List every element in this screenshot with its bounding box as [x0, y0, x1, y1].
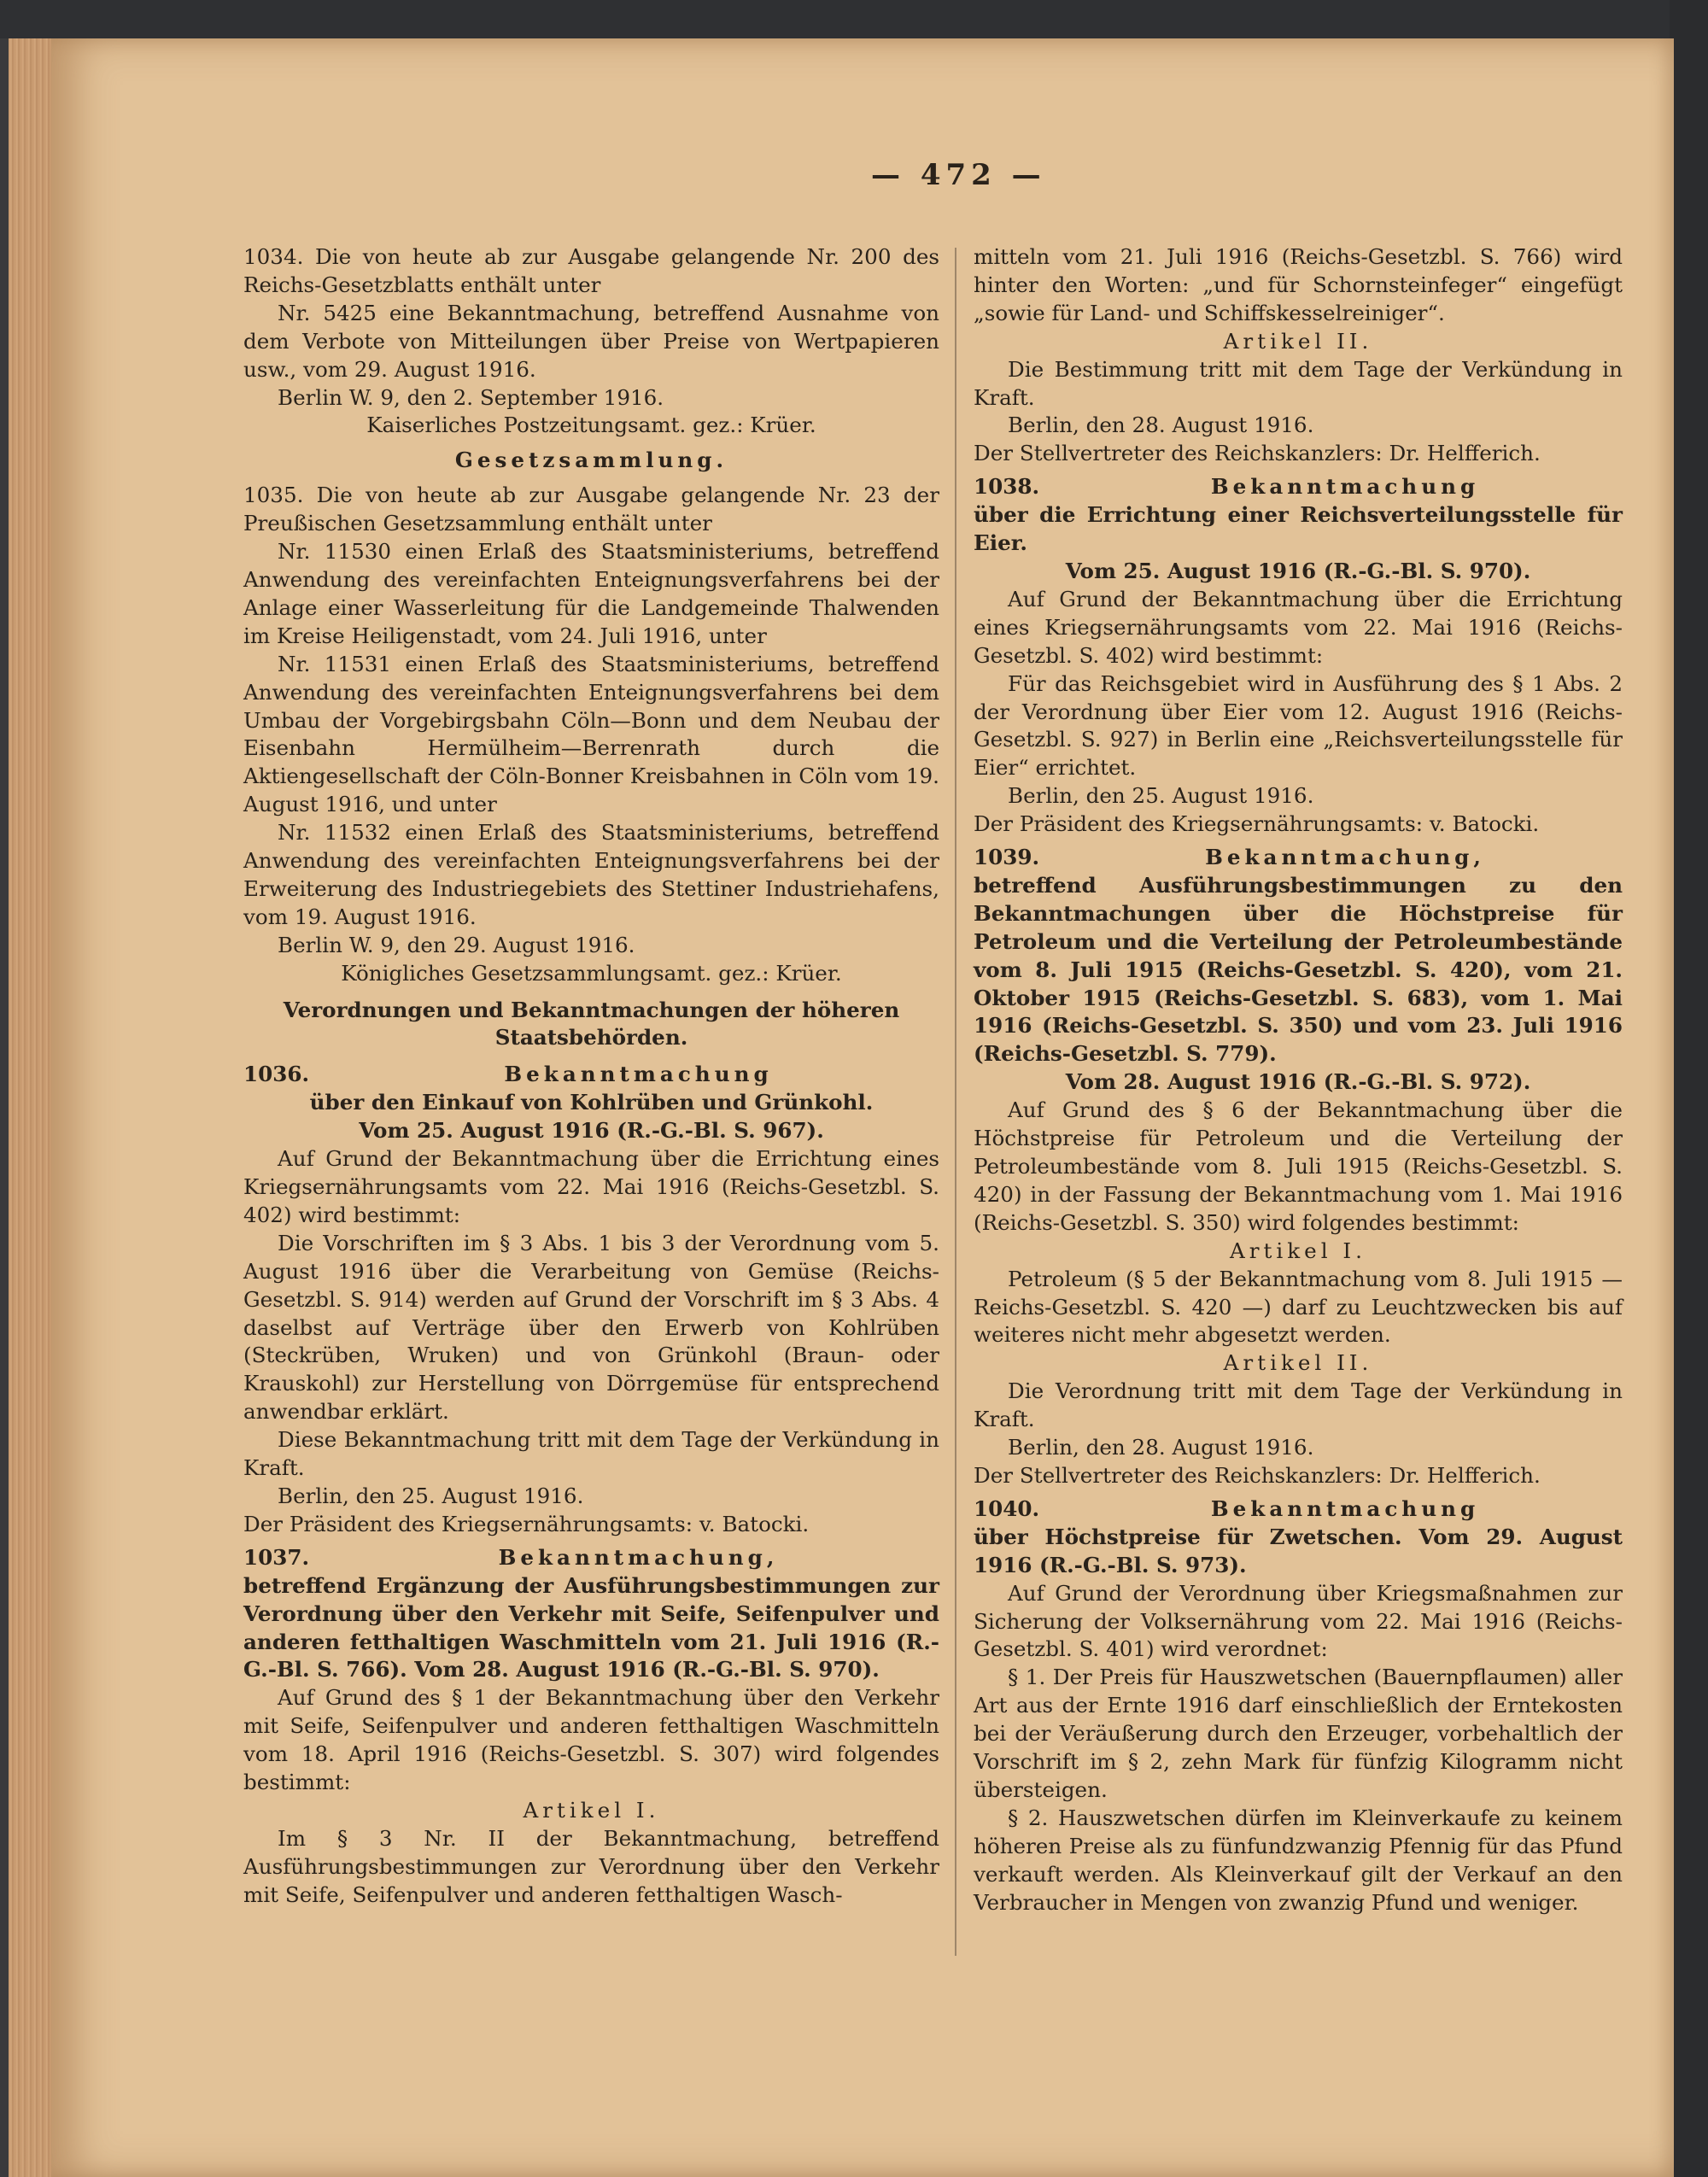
- entry-paragraph: Diese Bekanntmachung tritt mit dem Tage der Verkündung in Kraft.: [243, 1427, 939, 1481]
- entry-number: 1037.: [243, 1544, 310, 1570]
- entry-paragraph: mitteln vom 21. Juli 1916 (Reichs-Gesetzbl. S. 766) wird hinter den Worten: „und für Schornsteinfeger“ eingefügt „sowie für Land- und Schiffskesselreiniger“.: [974, 244, 1623, 325]
- entry-1034: [243, 243, 939, 440]
- entry-signer: Der Präsident des Kriegsernährungsamts: v. Batocki.: [974, 811, 1540, 837]
- entry-date: Berlin, den 28. August 1916.: [1008, 413, 1314, 438]
- entry-1035: [243, 482, 939, 987]
- scan-backdrop-right: [1670, 0, 1708, 2177]
- entry-signer: Der Präsident des Kriegsernährungsamts: v. Batocki.: [243, 1511, 810, 1536]
- entry-1038: [974, 473, 1623, 839]
- entry-subtitle: über Höchstpreise für Zwetschen. Vom 29. August 1916 (R.-G.-Bl. S. 973).: [974, 1524, 1623, 1577]
- entry-number: 1036.: [243, 1062, 310, 1087]
- page-number: — 472 —: [871, 158, 1046, 192]
- entry-paragraph: § 2. Hauszwetschen dürfen im Kleinverkaufe zu keinem höheren Preise als zu fünfundzwanzig Pfennig für das Pfund verkauft werden. Als Kleinverkauf gilt der Verkauf an den Verbraucher in Mengen von zwanzig Pfund und weniger.: [974, 1805, 1623, 1915]
- entry-title: Bekanntmachung: [1210, 474, 1480, 500]
- entry-number: 1038.: [974, 474, 1040, 500]
- entry-paragraph: Auf Grund des § 1 der Bekanntmachung über den Verkehr mit Seife, Seifenpulver und anderen fetthaltigen Waschmitteln vom 18. April 1916 (Reichs-Gesetzbl. S. 307) wird folgendes bestimmt:: [243, 1685, 939, 1795]
- entry-signer: Der Stellvertreter des Reichskanzlers: Dr. Helfferich.: [974, 441, 1541, 466]
- entry-dated: Vom 25. August 1916 (R.-G.-Bl. S. 970).: [1065, 558, 1531, 583]
- article-heading: Artikel II.: [1223, 328, 1373, 354]
- entry-date: Berlin, den 25. August 1916.: [1008, 783, 1314, 809]
- entry-paragraph: Im § 3 Nr. II der Bekanntmachung, betreffend Ausführungsbestimmungen zur Verordnung über den Verkehr mit Seife, Seifenpulver und anderen fetthaltigen Wasch-: [243, 1825, 939, 1907]
- article-heading: Artikel I.: [1230, 1238, 1366, 1263]
- entry-title: Bekanntmachung: [1210, 1495, 1480, 1521]
- entry-subtitle: betreffend Ausführungsbestimmungen zu den Bekanntmachungen über die Höchstpreise für Petroleum und die Verteilung der Petroleumbestände vom 8. Juli 1915 (Reichs-Gesetzbl. S. 420), vom 21. Oktober 1915 (Reichs-Gesetzbl. S. 683), vom 1. Mai 1916 (Reichs-Gesetzbl. S. 350) und vom 23. Juli 1916 (Reichs-Gesetzbl. S. 779).: [974, 872, 1623, 1067]
- left-column: [243, 243, 939, 1910]
- scan-backdrop: [0, 0, 1708, 38]
- entry-subtitle: betreffend Ergänzung der Ausführungsbestimmungen zur Verordnung über den Verkehr mit Seife, Seifenpulver und anderen fetthaltigen Waschmitteln vom 21. Juli 1916 (R.-G.-Bl. S. 766). Vom 28. August 1916 (R.-G.-Bl. S. 970).: [243, 1572, 939, 1682]
- entry-dated: Vom 28. August 1916 (R.-G.-Bl. S. 972).: [1065, 1069, 1531, 1095]
- entry-paragraph: § 1. Der Preis für Hauszwetschen (Bauernpflaumen) aller Art aus der Ernte 1916 darf einschließlich der Erntekosten bei der Veräußerung durch den Erzeuger, vorbehaltlich der Vorschrift im § 2, zehn Mark für fünfzig Kilogramm nicht übersteigen.: [974, 1665, 1623, 1802]
- entry-item: Nr. 11532 einen Erlaß des Staatsministeriums, betreffend Anwendung des vereinfachten Enteignungsverfahrens bei der Erweiterung des Industriegebiets des Stettiner Industriehafens, vom 19. August 1916.: [243, 820, 939, 929]
- entry-signer: Königliches Gesetzsammlungsamt. gez.: Krüer.: [341, 960, 842, 986]
- entry-paragraph: Auf Grund des § 6 der Bekanntmachung über die Höchstpreise für Petroleum und die Verteilung der Petroleumbestände vom 8. Juli 1915 (Reichs-Gesetzbl. S. 420) in der Fassung der Bekanntmachung vom 1. Mai 1916 (Reichs-Gesetzbl. S. 350) wird folgendes bestimmt:: [974, 1097, 1623, 1235]
- entry-paragraph: Petroleum (§ 5 der Bekanntmachung vom 8. Juli 1915 — Reichs-Gesetzbl. S. 420 —) darf zu Leuchtzwecken bis auf weiteres nicht mehr abgesetzt werden.: [974, 1266, 1623, 1348]
- entry-title: Bekanntmachung,: [498, 1544, 779, 1570]
- entry-date: Berlin W. 9, den 2. September 1916.: [278, 384, 664, 410]
- entry-paragraph: Für das Reichsgebiet wird in Ausführung des § 1 Abs. 2 der Verordnung über Eier vom 12. August 1916 (Reichs-Gesetzbl. S. 927) in Berlin eine „Reichsverteilungsstelle für Eier“ errichtet.: [974, 670, 1623, 781]
- entry-1036: [243, 1061, 939, 1538]
- section-heading: Verordnungen und Bekanntmachungen der höheren Staatsbehörden.: [283, 997, 900, 1050]
- entry-header: [974, 1495, 1623, 1524]
- entry-dated: Vom 25. August 1916 (R.-G.-Bl. S. 967).: [359, 1118, 824, 1144]
- gazette-page: [51, 38, 1674, 2177]
- entry-date: Berlin, den 28. August 1916.: [1008, 1435, 1314, 1460]
- article-heading: Artikel I.: [523, 1797, 660, 1823]
- entry-header: [974, 473, 1623, 501]
- entry-paragraph: Auf Grund der Verordnung über Kriegsmaßnahmen zur Sicherung der Volksernährung vom 22. Mai 1916 (Reichs-Gesetzbl. S. 401) wird verordnet:: [974, 1580, 1623, 1662]
- entry-date: Berlin, den 25. August 1916.: [278, 1483, 584, 1508]
- entry-header: [974, 844, 1623, 872]
- entry-signer: Der Stellvertreter des Reichskanzlers: Dr. Helfferich.: [974, 1462, 1541, 1488]
- entry-paragraph: Auf Grund der Bekanntmachung über die Errichtung eines Kriegsernährungsamts vom 22. Mai 1916 (Reichs-Gesetzbl. S. 402) wird bestimmt:: [974, 586, 1623, 668]
- entry-signer: Kaiserliches Postzeitungsamt. gez.: Krüer.: [366, 413, 816, 438]
- entry-paragraph: Auf Grund der Bekanntmachung über die Errichtung eines Kriegsernährungsamts vom 22. Mai 1916 (Reichs-Gesetzbl. S. 402) wird bestimmt:: [243, 1146, 939, 1227]
- entry-title: Bekanntmachung,: [1205, 845, 1485, 870]
- right-column: [974, 243, 1623, 1917]
- column-divider: [955, 248, 956, 1956]
- entry-subtitle: über die Errichtung einer Reichsverteilungsstelle für Eier.: [974, 502, 1623, 556]
- entry-header: [243, 1544, 939, 1572]
- entry-1037-continued: [974, 243, 1623, 468]
- entry-paragraph: Die Bestimmung tritt mit dem Tage der Verkündung in Kraft.: [974, 356, 1623, 410]
- entry-1039: [974, 844, 1623, 1490]
- entry-paragraph: Die Verordnung tritt mit dem Tage der Verkündung in Kraft.: [974, 1378, 1623, 1432]
- entry-intro: 1034. Die von heute ab zur Ausgabe gelangende Nr. 200 des Reichs-Gesetzblatts enthält unter: [243, 244, 939, 297]
- entry-item: Nr. 11531 einen Erlaß des Staatsministeriums, betreffend Anwendung des vereinfachten Enteignungsverfahrens bei dem Umbau der Vorgebirgsbahn Cöln—Bonn und dem Neubau der Eisenbahn Hermülheim—Berrenrath durch die Aktiengesellschaft der Cöln-Bonner Kreisbahnen in Cöln vom 19. August 1916, und unter: [243, 651, 939, 817]
- entry-number: 1039.: [974, 845, 1040, 870]
- entry-item: Nr. 5425 eine Bekanntmachung, betreffend Ausnahme von dem Verbote von Mitteilungen über Preise von Wertpapieren usw., vom 29. August 1916.: [243, 300, 939, 382]
- entry-header: [243, 1061, 939, 1089]
- entry-1040: [974, 1495, 1623, 1917]
- entry-paragraph: Die Vorschriften im § 3 Abs. 1 bis 3 der Verordnung vom 5. August 1916 über die Verarbeitung von Gemüse (Reichs-Gesetzbl. S. 914) werden auf Grund der Vorschrift im § 3 Abs. 4 daselbst auf Verträge über den Erwerb von Kohlrüben (Steckrüben, Wruken) und von Grünkohl (Braun- oder Krauskohl) zur Herstellung von Dörrgemüse für entsprechend anwendbar erklärt.: [243, 1230, 939, 1425]
- entry-item: Nr. 11530 einen Erlaß des Staatsministeriums, betreffend Anwendung des vereinfachten Enteignungsverfahrens bei der Anlage einer Wasserleitung für die Landgemeinde Thalwenden im Kreise Heiligenstadt, vom 24. Juli 1916, unter: [243, 539, 939, 648]
- entry-date: Berlin W. 9, den 29. August 1916.: [278, 932, 635, 957]
- entry-1037: [243, 1544, 939, 1910]
- entry-intro: 1035. Die von heute ab zur Ausgabe gelangende Nr. 23 der Preußischen Gesetzsammlung enthält unter: [243, 483, 939, 536]
- section-heading: Gesetzsammlung.: [454, 448, 728, 473]
- entry-number: 1040.: [974, 1495, 1040, 1521]
- entry-subtitle: über den Einkauf von Kohlrüben und Grünkohl.: [309, 1090, 874, 1115]
- article-heading: Artikel II.: [1223, 1350, 1373, 1376]
- entry-title: Bekanntmachung: [504, 1062, 773, 1087]
